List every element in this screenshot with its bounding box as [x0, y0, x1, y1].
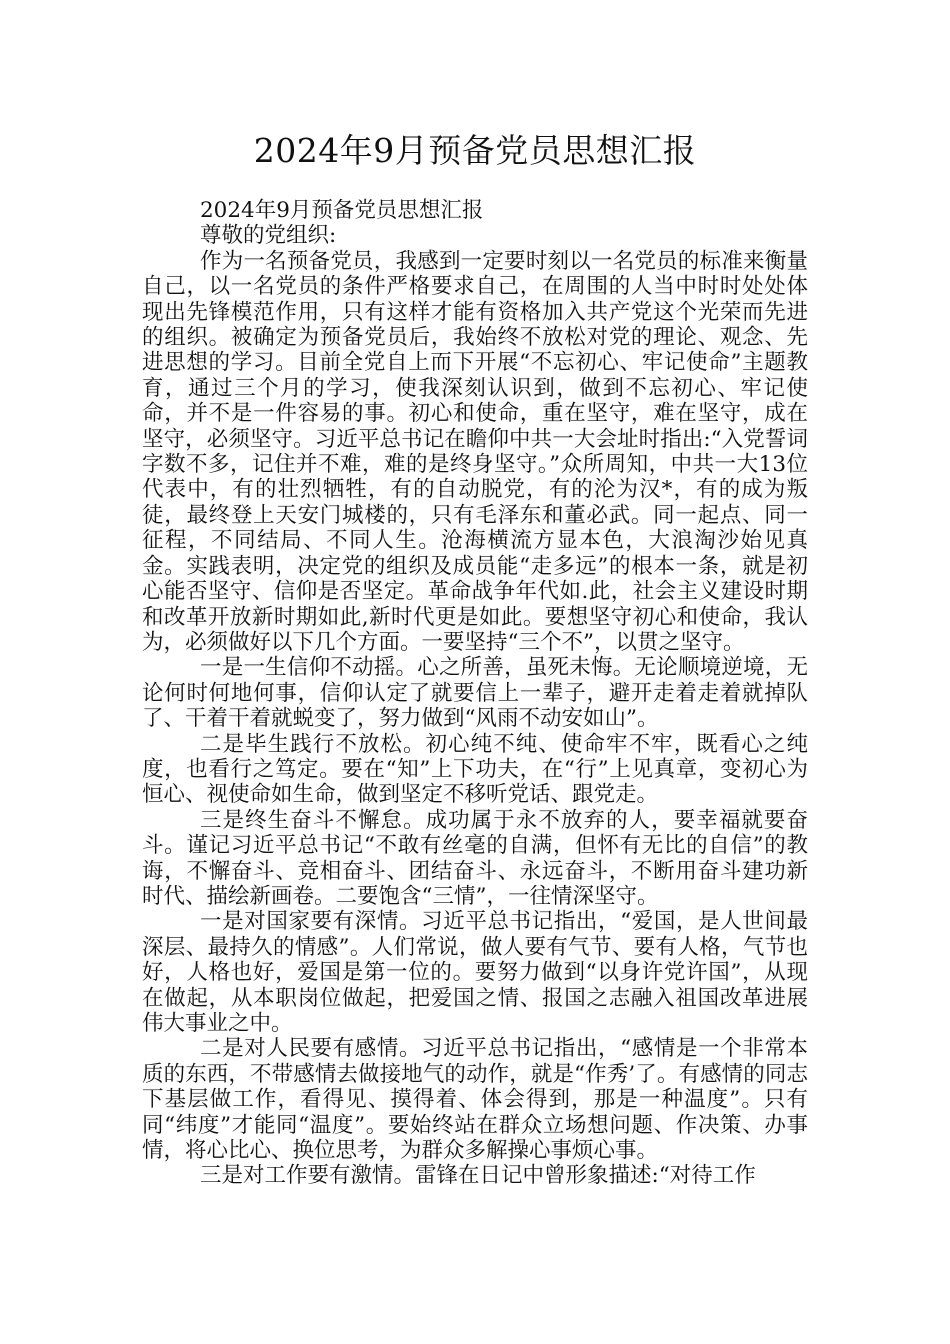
- document-title: 2024年9月预备党员思想汇报: [253, 131, 697, 170]
- paragraph-salutation: 尊敬的党组织:: [200, 223, 337, 249]
- paragraph-feeling-1: 一是对国家要有深情。习近平总书记指出，“爱国，是人世间最深层、最持久的情感”。人们常说，做人要有气节、要有人格，气节也好，人格也好，爱国是第一位的。要努力做到“以身许党许国”，从现在做起，从本职岗位做起，把爱国之情、报国之志融入祖国改革进展伟大事业之中。: [142, 909, 808, 1036]
- paragraph-intro: 作为一名预备党员，我感到一定要时刻以一名党员的标准来衡量自己，以一名党员的条件严格要求自己，在周围的人当中时时处处体现出先锋模范作用，只有这样才能有资格加入共产党这个光荣而先进的组织。被确定为预备党员后，我始终不放松对党的理论、观念、先进思想的学习。目前全党自上而下开展“不忘初心、牢记使命”主题教育，通过三个月的学习，使我深刻认识到，做到不忘初心、牢记使命，并不是一件容易的事。初心和使命，重在坚守，难在坚守，成在坚守，必须坚守。习近平总书记在瞻仰中共一大会址时指出:“入党誓词字数不多，记住并不难，难的是终身坚守。”众所周知，中共一大13位代表中，有的壮烈牺牲，有的自动脱党，有的沦为汉*，有的成为叛徒，最终登上天安门城楼的，只有毛泽东和董必武。同一起点、同一征程，不同结局、不同人生。沧海横流方显本色，大浪淘沙始见真金。实践表明，决定党的组织及成员能“走多远”的根本一条，就是初心能否坚守、信仰是否坚定。革命战争年代如.此，社会主义建设时期和改革开放新时期如此,新时代更是如此。要想坚守初心和使命，我认为，必须做好以下几个方面。一要坚持“三个不”，以贯之坚守。: [142, 248, 808, 655]
- document-body: [142, 198, 808, 1189]
- paragraph-feeling-3: 三是对工作要有激情。雷锋在日记中曾形象描述:“对待工作: [200, 1163, 756, 1189]
- document-page: [142, 0, 808, 1344]
- paragraph-feeling-2: 二是对人民要有感情。习近平总书记指出，“感情是一个非常本质的东西，不带感情去做接地气的动作，就是“作秀’了。有感情的同志下基层做工作，看得见、摸得着、体会得到，那是一种温度”。只有同“纬度”才能同“温度”。要始终站在群众立场想问题、作决策、办事情，将心比心、换位思考，为群众多解操心事烦心事。: [142, 1036, 808, 1164]
- paragraph-point-1: 一是一生信仰不动摇。心之所善，虽死未悔。无论顺境逆境，无论何时何地何事，信仰认定了就要信上一辈子，避开走着走着就掉队了、干着干着就蜕变了，努力做到“风雨不动安如山”。: [142, 655, 808, 732]
- paragraph-subtitle: 2024年9月预备党员思想汇报: [200, 198, 484, 223]
- paragraph-point-3: 三是终生奋斗不懈怠。成功属于永不放弃的人，要幸福就要奋斗。谨记习近平总书记“不敢有丝毫的自满，但怀有无比的自信”的教诲，不懈奋斗、竞相奋斗、团结奋斗、永远奋斗，不断用奋斗建功新时代、描绘新画卷。二要饱含“三情”，一往情深坚守。: [142, 807, 808, 909]
- paragraph-point-2: 二是毕生践行不放松。初心纯不纯、使命牢不牢，既看心之纯度，也看行之笃定。要在“知”上下功夫，在“行”上见真章，变初心为恒心、视使命如生命，做到坚定不移听党话、跟党走。: [142, 731, 808, 808]
